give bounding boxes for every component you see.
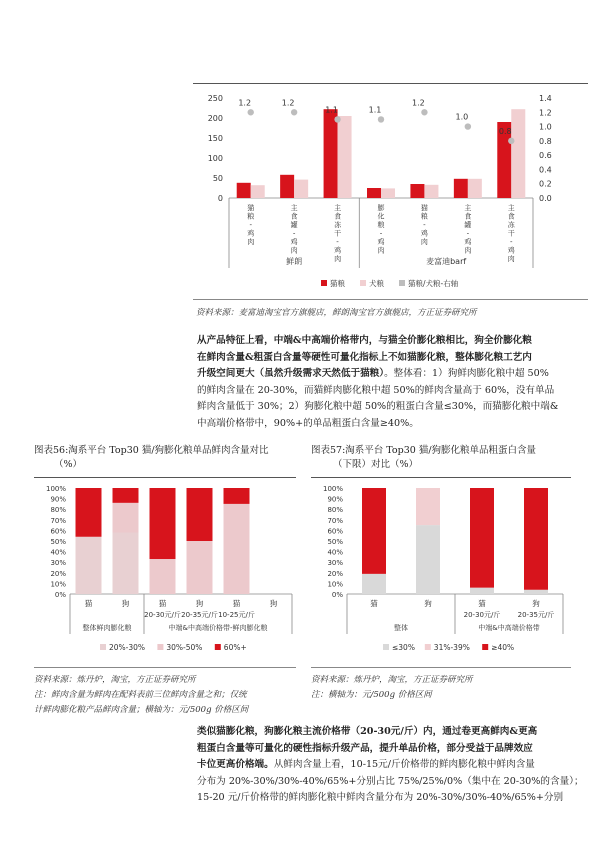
top-yleft-tick: 200 <box>207 114 223 123</box>
bar-cat-food <box>454 179 468 198</box>
fig56-note-line-2: 计鲜肉膨化粮产品鲜肉含量；横轴为：元/500g 价格区间 <box>34 705 249 715</box>
para2-bold-line-3: 卡位更高价格端。 <box>197 759 274 770</box>
f57-bar-segment <box>524 488 548 590</box>
ratio-label: 1.2 <box>412 98 425 108</box>
f57-group-label: 整体 <box>394 624 408 632</box>
top-legend-label: 犬粮 <box>369 279 384 288</box>
f56-y-tick: 60% <box>50 527 66 536</box>
f56-category-label: 狗 <box>121 599 130 608</box>
f57-y-tick: 20% <box>327 569 343 578</box>
top-legend-label: 猫粮/犬粮-右轴 <box>408 279 459 288</box>
f57-y-tick: 0% <box>331 591 343 599</box>
top-category-label: - <box>336 238 339 246</box>
f56-y-tick: 30% <box>50 559 66 568</box>
ratio-label: 1.0 <box>455 112 469 122</box>
top-category-label: 鸡 <box>420 229 428 238</box>
f56-group-label: 整体鲜肉膨化粮 <box>82 624 132 632</box>
top-legend-swatch <box>321 280 327 286</box>
top-category-label: 主 <box>507 204 515 212</box>
top-category-label: 冻 <box>507 221 515 229</box>
f56-price-label: 20-35元/斤 <box>181 611 218 619</box>
top-category-label: 主 <box>290 204 298 212</box>
top-category-label: 肉 <box>377 246 385 255</box>
f56-y-tick: 50% <box>50 538 66 546</box>
para1-line-3-rest: 。整体看：1）狗鲜肉膨化粮中超 50% <box>384 368 549 379</box>
top-category-label: 鸡 <box>507 246 515 255</box>
f56-category-label: 狗 <box>195 599 204 608</box>
fig57-source: 资料来源：炼丹炉，淘宝，方正证券研究所 <box>311 675 473 685</box>
top-category-label: 食 <box>464 212 472 221</box>
f56-y-tick: 70% <box>50 516 66 525</box>
f57-category-label: 猫 <box>370 599 378 608</box>
top-category-label: 鸡 <box>377 238 385 246</box>
top-category-label: 猫 <box>420 204 428 212</box>
top-category-label: 冻 <box>334 221 342 229</box>
para1-bold-line-1: 从产品特征上看，中端&中高端价格带内，与猫全价膨化粮相比，狗全价膨化粮 <box>197 335 532 346</box>
f56-bar-segment <box>187 488 213 541</box>
paragraph-product-features <box>197 333 592 432</box>
top-category-label: 肉 <box>507 255 515 263</box>
top-category-label: 肉 <box>420 238 428 246</box>
ratio-dot <box>291 109 297 115</box>
bar-cat-food <box>410 184 424 198</box>
f56-legend-swatch <box>157 644 163 650</box>
fig56-title <box>34 444 269 472</box>
top-group-label: 鲜朗 <box>286 257 303 266</box>
top-legend-swatch <box>360 280 366 286</box>
top-yleft-tick: 100 <box>207 154 223 163</box>
top-category-label: 鸡 <box>464 238 472 246</box>
top-yright-tick: 0.2 <box>539 179 552 189</box>
f56-price-label: 10-25元/斤 <box>218 611 255 619</box>
f57-legend-swatch <box>383 644 389 650</box>
top-category-label: 猫 <box>247 204 255 212</box>
bar-dog-food <box>251 185 265 198</box>
f57-bar-segment <box>416 525 440 594</box>
f57-category-label: 狗 <box>424 599 432 608</box>
fig57-note: 注：横轴为：元/500g 价格区间 <box>311 690 432 700</box>
ratio-dot <box>421 109 427 115</box>
f57-bar-segment <box>470 588 494 594</box>
f56-legend-swatch <box>215 644 221 650</box>
f56-y-tick: 90% <box>50 495 66 504</box>
f56-price-label: 20-30元/斤 <box>144 611 181 619</box>
f56-group-label: 中端&中高端价格带-鲜肉膨化粮 <box>168 624 268 632</box>
para1-line-6: 中高端价格带中，90%+的单品粗蛋白含量≥40%。 <box>197 417 419 429</box>
para2-bold-line-1: 类似猫膨化粮，狗膨化粮主流价格带（20-30元/斤）内，通过卷更高鲜肉&更高 <box>197 726 538 737</box>
top-yleft-tick: 0 <box>217 194 223 203</box>
para2-line-4: 分布为 20%-30%/30%-40%/65%+分别占比 75%/25%/0%（集中在 20-30%的含量）； <box>197 775 584 787</box>
top-category-label: 粮 <box>377 221 385 229</box>
top-category-label: 主 <box>334 204 342 212</box>
para2-line-5: 15-20 元/斤价格带的鲜肉膨化粮中鲜肉含量分布为 20%-30%/30%-40%/65%+分别 <box>197 792 564 803</box>
fig56-top-rule <box>34 477 296 478</box>
ratio-label: 1.1 <box>368 105 382 115</box>
top-source: 资料来源：麦富迪淘宝官方旗舰店，鲜朗淘宝官方旗舰店，方正证券研究所 <box>196 308 477 318</box>
f56-bar-segment <box>113 488 139 503</box>
f57-y-tick: 60% <box>327 527 343 536</box>
f56-bar-segment <box>150 559 176 594</box>
f56-bar-segment <box>76 537 102 594</box>
f56-bar-segment <box>187 541 213 594</box>
bar-cat-food <box>324 109 338 198</box>
f56-y-tick: 20% <box>50 569 66 578</box>
paragraph-dog-kibble-pricing <box>197 724 592 807</box>
fig56-note-line-1: 注：鲜肉含量为鲜肉在配料表前三位鲜肉含量之和；仅统 <box>34 690 247 700</box>
top-category-label: 食 <box>290 212 298 221</box>
para2-line-3-rest: 从鲜肉含量上看，10-15元/斤价格带的鲜肉膨化粮中鲜肉含量 <box>273 759 535 770</box>
top-category-label: 鸡 <box>290 238 298 246</box>
f57-legend-label: ≤30% <box>392 643 415 652</box>
f57-category-label: 猫 <box>478 599 486 608</box>
top-category-label: 干 <box>507 229 515 238</box>
top-category-label: 干 <box>334 229 342 238</box>
para1-bold-line-3: 升级空间更大（虽然升级需求天然低于猫粮） <box>197 368 385 379</box>
bar-dog-food <box>424 185 438 198</box>
para1-line-4: 的鲜肉含量在 20-30%，而猫鲜肉膨化粮中超 50%的鲜肉含量高于 60%，没有单品 <box>197 384 555 396</box>
fig57-stacked-chart <box>311 480 573 668</box>
fig56-source: 资料来源：炼丹炉，淘宝，方正证券研究所 <box>34 675 196 685</box>
ratio-label: 1.2 <box>281 98 295 108</box>
f56-bar-segment <box>113 503 139 533</box>
f57-y-tick: 40% <box>327 548 343 557</box>
top-group-label: 麦富迪barf <box>426 257 467 266</box>
top-yright-tick: 1.0 <box>539 122 552 132</box>
top-category-label: 主 <box>464 204 472 212</box>
f56-y-tick: 40% <box>50 548 66 557</box>
top-category-label: 膨 <box>377 204 385 212</box>
f56-legend-label: 30%-50% <box>166 643 203 652</box>
top-legend-label: 猫粮 <box>330 279 345 288</box>
bar-dog-food <box>511 109 525 198</box>
f56-bar-segment <box>150 488 176 559</box>
top-yright-tick: 0.6 <box>539 151 552 161</box>
top-category-label: 食 <box>507 212 515 221</box>
f57-bar-segment <box>470 488 494 588</box>
top-yleft-tick: 250 <box>207 94 223 103</box>
top-yright-tick: 0.4 <box>539 165 552 175</box>
fig57-source-rule <box>311 667 571 668</box>
ratio-dot <box>465 123 471 129</box>
f57-y-tick: 50% <box>327 538 343 546</box>
f57-group-label: 中端&中高端价格带 <box>478 624 540 632</box>
f56-y-tick: 0% <box>54 591 66 599</box>
para2-bold-line-2: 粗蛋白含量等可量化的硬性指标升级产品，提升单品价格，部分受益于品牌效应 <box>197 742 533 754</box>
bar-dog-food <box>468 179 482 198</box>
top-rule <box>193 83 588 84</box>
top-category-label: - <box>466 229 470 238</box>
f57-bar-segment <box>362 488 386 574</box>
f57-legend-swatch <box>482 644 488 650</box>
bar-cat-food <box>367 188 381 198</box>
fig57-title <box>311 444 536 472</box>
bar-cat-food <box>237 183 251 198</box>
top-yright-tick: 0.0 <box>539 194 552 203</box>
ratio-dot <box>248 109 254 115</box>
f56-bar-segment <box>113 533 139 594</box>
f57-legend-label: 31%-39% <box>433 643 470 652</box>
ratio-label: 1.2 <box>238 98 252 108</box>
bar-dog-food <box>338 116 352 198</box>
ratio-dot <box>334 116 340 122</box>
f56-legend-swatch <box>100 644 106 650</box>
top-category-label: 化 <box>377 212 385 221</box>
f56-y-tick: 100% <box>45 485 66 493</box>
f56-y-tick: 10% <box>50 580 66 589</box>
top-category-label: 肉 <box>290 246 298 255</box>
f56-bar-segment <box>224 488 250 504</box>
top-legend-swatch <box>399 280 405 286</box>
top-category-label: - <box>292 229 296 238</box>
fig56-stacked-chart <box>34 480 298 668</box>
top-category-label: 食 <box>334 212 342 221</box>
ratio-dot <box>378 116 384 122</box>
f57-y-tick: 80% <box>327 506 343 515</box>
bar-dog-food <box>294 180 308 198</box>
para1-bold-line-2: 在鲜肉含量&粗蛋白含量等硬性可量化指标上不如猫膨化粮，整体膨化粮工艺内 <box>197 351 532 363</box>
top-yright-tick: 1.4 <box>539 94 552 103</box>
f57-price-label: 20-30元/斤 <box>463 611 501 619</box>
top-bar-chart <box>193 86 593 300</box>
f56-category-label: 猫 <box>84 599 93 608</box>
top-yright-tick: 0.8 <box>539 136 552 146</box>
fig57-title-line-2: （下限）对比（%） <box>333 459 419 470</box>
top-category-label: 鸡 <box>247 229 255 238</box>
fig57-top-rule <box>311 477 571 478</box>
top-category-label: 罐 <box>290 221 298 229</box>
f56-category-label: 猫 <box>158 599 167 608</box>
f56-bar-segment <box>76 488 102 537</box>
top-category-label: 鸡 <box>334 246 342 255</box>
bar-cat-food <box>280 175 294 198</box>
top-category-label: 粮 <box>247 212 255 221</box>
top-category-label: 肉 <box>334 255 342 263</box>
top-yleft-tick: 50 <box>212 174 223 183</box>
top-yright-tick: 1.2 <box>539 108 552 118</box>
top-category-label: - <box>379 229 383 238</box>
top-category-label: 粮 <box>420 212 428 221</box>
f57-y-tick: 10% <box>327 580 343 589</box>
f57-y-tick: 90% <box>327 495 343 504</box>
ratio-dot <box>508 138 514 144</box>
f56-category-label: 狗 <box>269 599 278 608</box>
f57-bar-segment <box>524 590 548 594</box>
fig56-title-line-2: （%） <box>54 459 83 470</box>
f57-bar-segment <box>416 488 440 525</box>
ratio-label: 1.1 <box>325 105 338 115</box>
fig56-title-line-1: 图表56:淘系平台 Top30 猫/狗膨化粮单品鲜肉含量对比 <box>34 445 269 456</box>
f57-price-label: 20-35元/斤 <box>517 611 555 619</box>
top-category-label: - <box>510 238 513 246</box>
top-category-label: 肉 <box>464 246 472 255</box>
top-category-label: 肉 <box>247 238 255 246</box>
ratio-label: 0.8 <box>498 126 512 136</box>
f57-category-label: 狗 <box>532 599 540 608</box>
top-category-label: - <box>423 221 426 229</box>
f57-bar-segment <box>362 574 386 594</box>
f56-legend-label: 20%-30% <box>109 643 146 652</box>
top-yleft-tick: 150 <box>207 134 223 143</box>
f57-legend-swatch <box>425 644 431 650</box>
f56-bar-segment <box>224 504 250 594</box>
fig57-title-line-1: 图表57:淘系平台 Top30 猫/狗膨化粮单品粗蛋白含量 <box>311 445 537 456</box>
top-category-label: 罐 <box>464 221 472 229</box>
para1-line-5: 鲜肉含量低于 30%；2）狗膨化粮中超 50%的粗蛋白含量≤30%，而猫膨化粮中端& <box>197 401 559 412</box>
bar-dog-food <box>381 188 395 198</box>
top-category-label: - <box>249 221 252 229</box>
f57-y-tick: 70% <box>327 516 343 525</box>
f56-y-tick: 80% <box>50 506 66 515</box>
f57-y-tick: 30% <box>327 559 343 568</box>
f56-legend-label: 60%+ <box>223 643 247 652</box>
f56-category-label: 猫 <box>232 599 241 608</box>
f57-y-tick: 100% <box>322 485 343 493</box>
top-source-rule <box>193 299 588 300</box>
fig56-source-rule <box>34 667 296 668</box>
f57-legend-label: ≥40% <box>491 643 515 652</box>
